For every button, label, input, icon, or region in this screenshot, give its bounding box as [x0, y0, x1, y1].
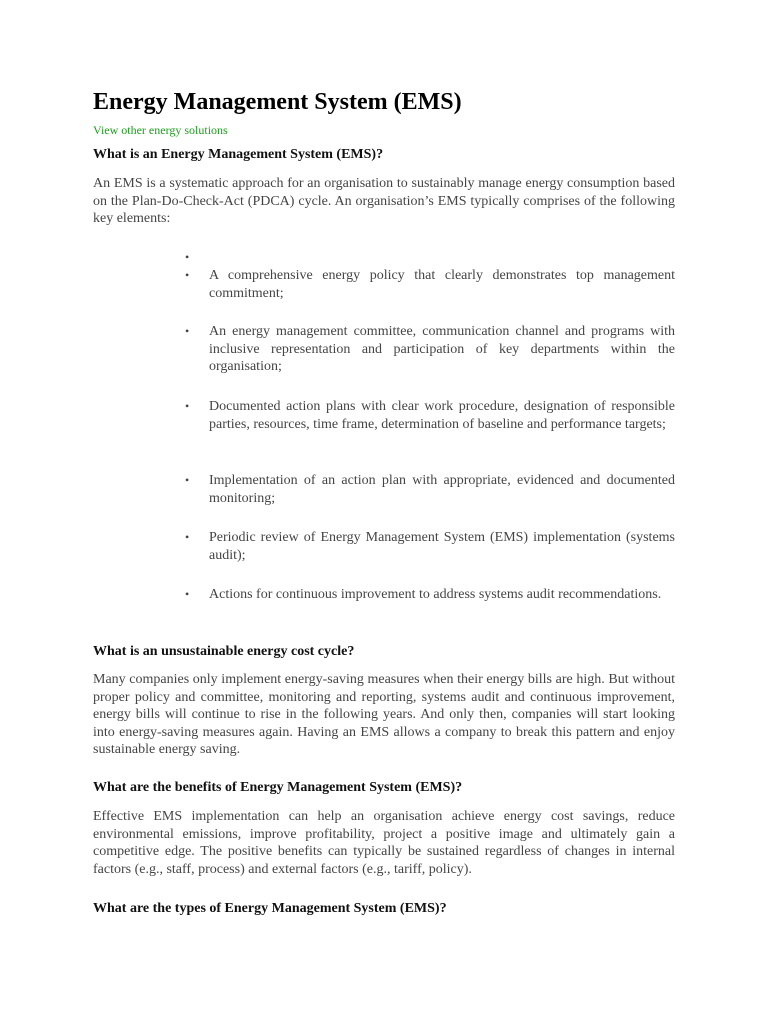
bullet-marker: •: [185, 530, 190, 544]
list-item: [185, 586, 675, 604]
list-item-text: Actions for continuous improvement to address systems audit recommendations.: [209, 587, 662, 602]
bullet-marker: •: [185, 268, 190, 282]
list-item: [185, 529, 675, 564]
bullet-marker: •: [185, 250, 190, 264]
paragraph-unsustainable-cycle: Many companies only implement energy-saving measures when their energy bills are high. But without proper policy and committee, monitoring and reporting, systems audit and continuous improvement, energy bills will continue to rise in the following years. And only then, companies will start looking into energy-saving measures again. Having an EMS allows a company to break this pattern and enjoy sustainable energy saving.: [93, 672, 675, 757]
bullet-marker: •: [185, 587, 190, 601]
page-title: Energy Management System (EMS): [93, 89, 462, 115]
list-item: [185, 472, 675, 507]
paragraph-what-is-ems: An EMS is a systematic approach for an organisation to sustainably manage energy consumption based on the Plan-Do-Check-Act (PDCA) cycle. An organisation’s EMS typically comprises of the following key elements:: [93, 176, 675, 226]
list-item-text: A comprehensive energy policy that clearly demonstrates top management commitment;: [209, 268, 675, 301]
list-item-text: An energy management committee, communication channel and programs with inclusive representation and participation of key departments within the organisation;: [209, 324, 675, 374]
view-other-solutions-link[interactable]: View other energy solutions: [93, 123, 228, 137]
heading-benefits: What are the benefits of Energy Management System (EMS)?: [93, 780, 463, 795]
list-item-text: Periodic review of Energy Management System (EMS) implementation (systems audit);: [209, 530, 675, 563]
bullet-marker: •: [185, 324, 190, 338]
heading-what-is-ems: What is an Energy Management System (EMS)?: [93, 147, 384, 162]
bullet-marker: •: [185, 399, 190, 413]
list-item-text: Implementation of an action plan with appropriate, evidenced and documented monitoring;: [209, 473, 675, 506]
list-item-text: Documented action plans with clear work procedure, designation of responsible parties, resources, time frame, determination of baseline and performance targets;: [209, 399, 675, 432]
heading-types: What are the types of Energy Management System (EMS)?: [93, 901, 447, 916]
bullet-marker: •: [185, 473, 190, 487]
list-item: [185, 267, 675, 302]
paragraph-benefits: Effective EMS implementation can help an organisation achieve energy cost savings, reduce environmental emissions, improve profitability, project a positive image and ultimately gain a competitive edge. The positive benefits can typically be sustained regardless of changes in internal factors (e.g., staff, process) and external factors (e.g., tariff, policy).: [93, 809, 675, 877]
list-item: [185, 323, 675, 376]
list-item: [185, 398, 675, 433]
heading-unsustainable-cycle: What is an unsustainable energy cost cycle?: [93, 644, 355, 659]
